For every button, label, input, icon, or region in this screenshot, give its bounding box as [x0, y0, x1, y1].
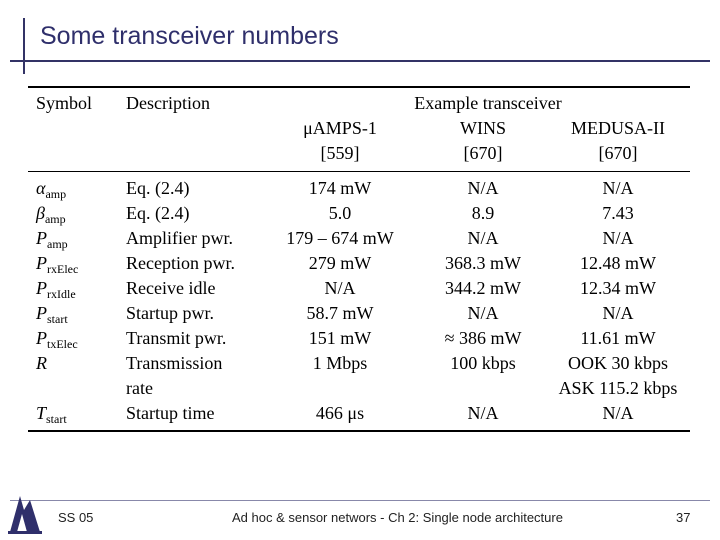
row-value-wins: 368.3 mW [445, 253, 521, 273]
table-top-rule [28, 86, 690, 88]
header-transceiver-name: μAMPS-1 [303, 118, 377, 138]
row-value-wins: ≈ 386 mW [444, 328, 522, 348]
row-symbol-base: T [36, 403, 47, 423]
row-value-medusa: 12.48 mW [580, 253, 656, 273]
row-value-uamps: 174 mW [308, 178, 372, 198]
row-symbol-subscript: rxElec [47, 262, 79, 276]
row-symbol [36, 228, 68, 251]
row-value-uamps: 179 – 674 mW [286, 228, 394, 248]
row-symbol [36, 303, 68, 326]
row-symbol [36, 178, 67, 201]
row-description: Eq. (2.4) [126, 178, 190, 198]
row-symbol [36, 203, 66, 226]
row-value-medusa: N/A [602, 303, 634, 323]
table-bottom-rule [28, 430, 690, 432]
row-symbol-base: α [36, 178, 46, 198]
row-symbol-subscript: txElec [47, 337, 78, 351]
row-symbol-base: R [36, 353, 47, 373]
row-value-wins: 8.9 [471, 203, 495, 223]
header-transceiver-name: WINS [460, 118, 506, 138]
row-symbol [36, 353, 47, 373]
row-value-uamps: 151 mW [308, 328, 372, 348]
row-symbol-base: P [36, 278, 47, 298]
row-symbol-base: P [36, 328, 47, 348]
row-value-uamps: 5.0 [328, 203, 352, 223]
row-description: Eq. (2.4) [126, 203, 190, 223]
row-description: rate [126, 378, 153, 398]
row-description: Startup pwr. [126, 303, 214, 323]
row-symbol-subscript: start [46, 412, 67, 426]
row-value-uamps: 58.7 mW [306, 303, 374, 323]
row-description: Amplifier pwr. [126, 228, 233, 248]
row-symbol-base: P [36, 228, 47, 248]
row-value-medusa: OOK 30 kbps [567, 353, 668, 373]
row-value-wins: N/A [467, 178, 499, 198]
row-value-uamps: 279 mW [308, 253, 372, 273]
header-symbol: Symbol [36, 93, 93, 113]
footer-chapter: Ad hoc & sensor networs - Ch 2: Single node architecture [232, 510, 563, 525]
row-description: Transmit pwr. [126, 328, 227, 348]
row-value-wins: N/A [467, 403, 499, 423]
slide-title: Some transceiver numbers [40, 22, 339, 50]
row-value-wins: 100 kbps [450, 353, 516, 373]
row-description: Transmission [126, 353, 223, 373]
row-symbol-subscript: rxIdle [47, 287, 76, 301]
row-description: Startup time [126, 403, 215, 423]
row-symbol-subscript: amp [47, 237, 68, 251]
row-symbol-base: P [36, 253, 47, 273]
row-symbol-base: β [36, 203, 45, 223]
header-description: Description [126, 93, 210, 113]
table-header-rule [28, 171, 690, 172]
row-symbol-subscript: amp [44, 212, 66, 226]
title-accent-vertical [23, 18, 25, 74]
row-symbol-subscript: start [47, 312, 68, 326]
footer-course: SS 05 [58, 510, 94, 525]
row-symbol [36, 328, 78, 351]
page-number: 37 [676, 510, 691, 525]
row-value-wins: 344.2 mW [445, 278, 521, 298]
row-symbol-subscript: amp [45, 187, 67, 201]
row-symbol [36, 253, 79, 276]
row-value-medusa: 7.43 [602, 203, 634, 223]
row-symbol [36, 278, 76, 301]
row-description: Receive idle [126, 278, 216, 298]
title-accent-horizontal [10, 60, 710, 62]
row-value-medusa: 12.34 mW [580, 278, 656, 298]
footer-divider [10, 500, 710, 501]
row-symbol [36, 403, 67, 426]
row-value-medusa: N/A [602, 178, 634, 198]
row-value-medusa: 11.61 mW [580, 328, 656, 348]
header-transceiver-ref: [670] [463, 143, 503, 163]
row-value-uamps: 1 Mbps [312, 353, 368, 373]
row-value-wins: N/A [467, 228, 499, 248]
header-transceiver-name: MEDUSA-II [571, 118, 665, 138]
row-value-medusa: ASK 115.2 kbps [558, 378, 678, 398]
row-value-wins: N/A [467, 303, 499, 323]
row-value-medusa: N/A [602, 228, 634, 248]
row-value-uamps: N/A [324, 278, 356, 298]
university-logo-icon [8, 492, 42, 534]
header-transceiver-ref: [670] [598, 143, 638, 163]
row-value-uamps: 466 μs [315, 403, 365, 423]
header-transceiver-ref: [559] [320, 143, 360, 163]
row-symbol-base: P [36, 303, 47, 323]
row-description: Reception pwr. [126, 253, 235, 273]
header-example-transceiver: Example transceiver [414, 93, 562, 113]
row-value-medusa: N/A [602, 403, 634, 423]
